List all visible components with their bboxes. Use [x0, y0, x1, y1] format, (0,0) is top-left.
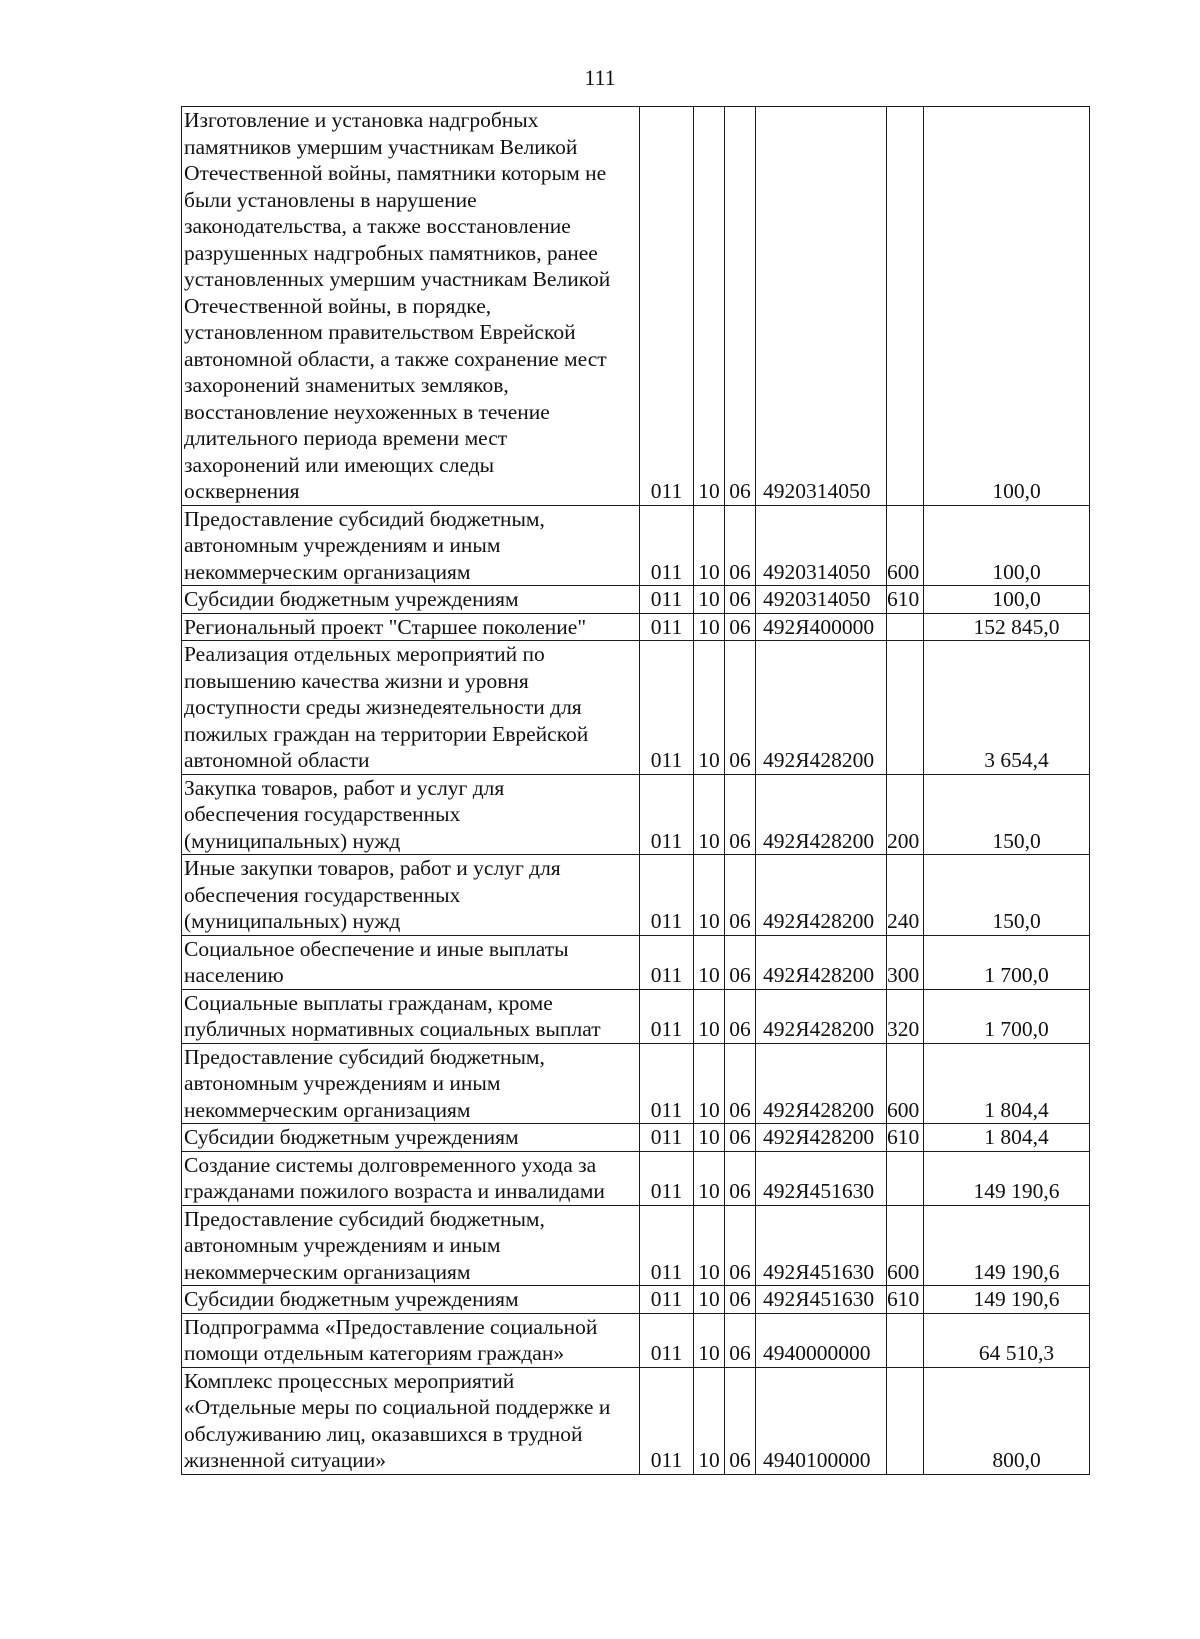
section-code: 10 [694, 989, 725, 1043]
section-code: 10 [694, 855, 725, 936]
row-name: Субсидии бюджетным учреждениям [182, 1124, 640, 1152]
subsection-code: 06 [725, 1367, 756, 1474]
ministry-code: 011 [640, 989, 694, 1043]
table-row [182, 586, 1090, 614]
target-article-code: 492Я428200 [756, 774, 887, 855]
ministry-code: 011 [640, 774, 694, 855]
amount: 149 190,6 [924, 1286, 1090, 1314]
row-name: Предоставление субсидий бюджетным, автономным учреждениям и иным некоммерческим организациям [182, 1043, 640, 1124]
row-name: Комплекс процессных мероприятий «Отдельные меры по социальной поддержке и обслуживанию лиц, оказавшихся в трудной жизненной ситуации» [182, 1367, 640, 1474]
expense-type-code [887, 641, 924, 775]
section-code: 10 [694, 1367, 725, 1474]
expense-type-code [887, 1313, 924, 1367]
table-row [182, 1124, 1090, 1152]
section-code: 10 [694, 1151, 725, 1205]
amount: 1 700,0 [924, 935, 1090, 989]
ministry-code: 011 [640, 1124, 694, 1152]
expense-type-code: 610 [887, 1286, 924, 1314]
row-name: Иные закупки товаров, работ и услуг для обеспечения государственных (муниципальных) нужд [182, 855, 640, 936]
subsection-code: 06 [725, 107, 756, 506]
table-row [182, 641, 1090, 775]
ministry-code: 011 [640, 1313, 694, 1367]
subsection-code: 06 [725, 586, 756, 614]
section-code: 10 [694, 1205, 725, 1286]
section-code: 10 [694, 1043, 725, 1124]
table-row [182, 1286, 1090, 1314]
subsection-code: 06 [725, 1151, 756, 1205]
expense-type-code: 300 [887, 935, 924, 989]
section-code: 10 [694, 774, 725, 855]
expense-type-code: 200 [887, 774, 924, 855]
section-code: 10 [694, 1286, 725, 1314]
ministry-code: 011 [640, 505, 694, 586]
target-article-code: 492Я451630 [756, 1286, 887, 1314]
amount: 100,0 [924, 586, 1090, 614]
expense-type-code: 600 [887, 1043, 924, 1124]
section-code: 10 [694, 613, 725, 641]
amount: 100,0 [924, 107, 1090, 506]
row-name: Предоставление субсидий бюджетным, автономным учреждениям и иным некоммерческим организациям [182, 1205, 640, 1286]
row-name: Подпрограмма «Предоставление социальной помощи отдельным категориям граждан» [182, 1313, 640, 1367]
row-name: Реализация отдельных мероприятий по повышению качества жизни и уровня доступности среды жизнедеятельности для пожилых граждан на территории Еврейской автономной области [182, 641, 640, 775]
expense-type-code: 320 [887, 989, 924, 1043]
table-row [182, 989, 1090, 1043]
target-article-code: 492Я428200 [756, 1124, 887, 1152]
table-row [182, 1367, 1090, 1474]
expense-type-code [887, 1151, 924, 1205]
section-code: 10 [694, 586, 725, 614]
amount: 150,0 [924, 774, 1090, 855]
ministry-code: 011 [640, 586, 694, 614]
target-article-code: 4920314050 [756, 107, 887, 506]
amount: 800,0 [924, 1367, 1090, 1474]
subsection-code: 06 [725, 641, 756, 775]
target-article-code: 492Я428200 [756, 1043, 887, 1124]
amount: 1 804,4 [924, 1124, 1090, 1152]
subsection-code: 06 [725, 1313, 756, 1367]
row-name: Закупка товаров, работ и услуг для обеспечения государственных (муниципальных) нужд [182, 774, 640, 855]
target-article-code: 4940100000 [756, 1367, 887, 1474]
amount: 152 845,0 [924, 613, 1090, 641]
row-name: Создание системы долговременного ухода за гражданами пожилого возраста и инвалидами [182, 1151, 640, 1205]
subsection-code: 06 [725, 935, 756, 989]
amount: 149 190,6 [924, 1151, 1090, 1205]
budget-table-body [182, 107, 1090, 1475]
row-name: Социальные выплаты гражданам, кроме публичных нормативных социальных выплат [182, 989, 640, 1043]
amount: 1 804,4 [924, 1043, 1090, 1124]
amount: 100,0 [924, 505, 1090, 586]
section-code: 10 [694, 1124, 725, 1152]
table-row [182, 1205, 1090, 1286]
expense-type-code: 600 [887, 1205, 924, 1286]
ministry-code: 011 [640, 613, 694, 641]
section-code: 10 [694, 107, 725, 506]
table-row [182, 855, 1090, 936]
ministry-code: 011 [640, 935, 694, 989]
subsection-code: 06 [725, 774, 756, 855]
amount: 150,0 [924, 855, 1090, 936]
subsection-code: 06 [725, 505, 756, 586]
subsection-code: 06 [725, 1286, 756, 1314]
ministry-code: 011 [640, 855, 694, 936]
table-row [182, 107, 1090, 506]
section-code: 10 [694, 935, 725, 989]
ministry-code: 011 [640, 107, 694, 506]
row-name: Изготовление и установка надгробных памятников умершим участникам Великой Отечественной войны, памятники которым не были установлены в нарушение законодательства, а также восстановление разрушенных надгробных памятников, ранее установленных умершим участникам Великой Отечественной войны, в порядке, установленном правительством Еврейской автономной области, а также сохранение мест захоронений знаменитых земляков, восстановление неухоженных в течение длительного периода времени мест захоронений или имеющих следы осквернения [182, 107, 640, 506]
table-row [182, 935, 1090, 989]
target-article-code: 492Я451630 [756, 1151, 887, 1205]
table-row [182, 1313, 1090, 1367]
table-row [182, 613, 1090, 641]
amount: 3 654,4 [924, 641, 1090, 775]
page-number: 111 [584, 65, 616, 90]
section-code: 10 [694, 1313, 725, 1367]
amount: 149 190,6 [924, 1205, 1090, 1286]
section-code: 10 [694, 505, 725, 586]
ministry-code: 011 [640, 641, 694, 775]
target-article-code: 492Я428200 [756, 855, 887, 936]
row-name: Субсидии бюджетным учреждениям [182, 586, 640, 614]
table-row [182, 1151, 1090, 1205]
row-name: Субсидии бюджетным учреждениям [182, 1286, 640, 1314]
subsection-code: 06 [725, 855, 756, 936]
table-row [182, 1043, 1090, 1124]
subsection-code: 06 [725, 989, 756, 1043]
amount: 64 510,3 [924, 1313, 1090, 1367]
ministry-code: 011 [640, 1205, 694, 1286]
target-article-code: 492Я400000 [756, 613, 887, 641]
ministry-code: 011 [640, 1151, 694, 1205]
ministry-code: 011 [640, 1367, 694, 1474]
expense-type-code [887, 613, 924, 641]
table-row [182, 774, 1090, 855]
target-article-code: 492Я428200 [756, 989, 887, 1043]
row-name: Региональный проект "Старшее поколение" [182, 613, 640, 641]
amount: 1 700,0 [924, 989, 1090, 1043]
ministry-code: 011 [640, 1286, 694, 1314]
expense-type-code: 610 [887, 1124, 924, 1152]
subsection-code: 06 [725, 613, 756, 641]
expense-type-code: 240 [887, 855, 924, 936]
section-code: 10 [694, 641, 725, 775]
expense-type-code [887, 107, 924, 506]
target-article-code: 4920314050 [756, 586, 887, 614]
expense-type-code: 600 [887, 505, 924, 586]
subsection-code: 06 [725, 1043, 756, 1124]
target-article-code: 4920314050 [756, 505, 887, 586]
ministry-code: 011 [640, 1043, 694, 1124]
table-row [182, 505, 1090, 586]
subsection-code: 06 [725, 1205, 756, 1286]
expense-type-code: 610 [887, 586, 924, 614]
target-article-code: 492Я428200 [756, 935, 887, 989]
row-name: Социальное обеспечение и иные выплаты населению [182, 935, 640, 989]
target-article-code: 492Я451630 [756, 1205, 887, 1286]
target-article-code: 492Я428200 [756, 641, 887, 775]
budget-table [181, 106, 1090, 1475]
row-name: Предоставление субсидий бюджетным, автономным учреждениям и иным некоммерческим организациям [182, 505, 640, 586]
expense-type-code [887, 1367, 924, 1474]
subsection-code: 06 [725, 1124, 756, 1152]
target-article-code: 4940000000 [756, 1313, 887, 1367]
